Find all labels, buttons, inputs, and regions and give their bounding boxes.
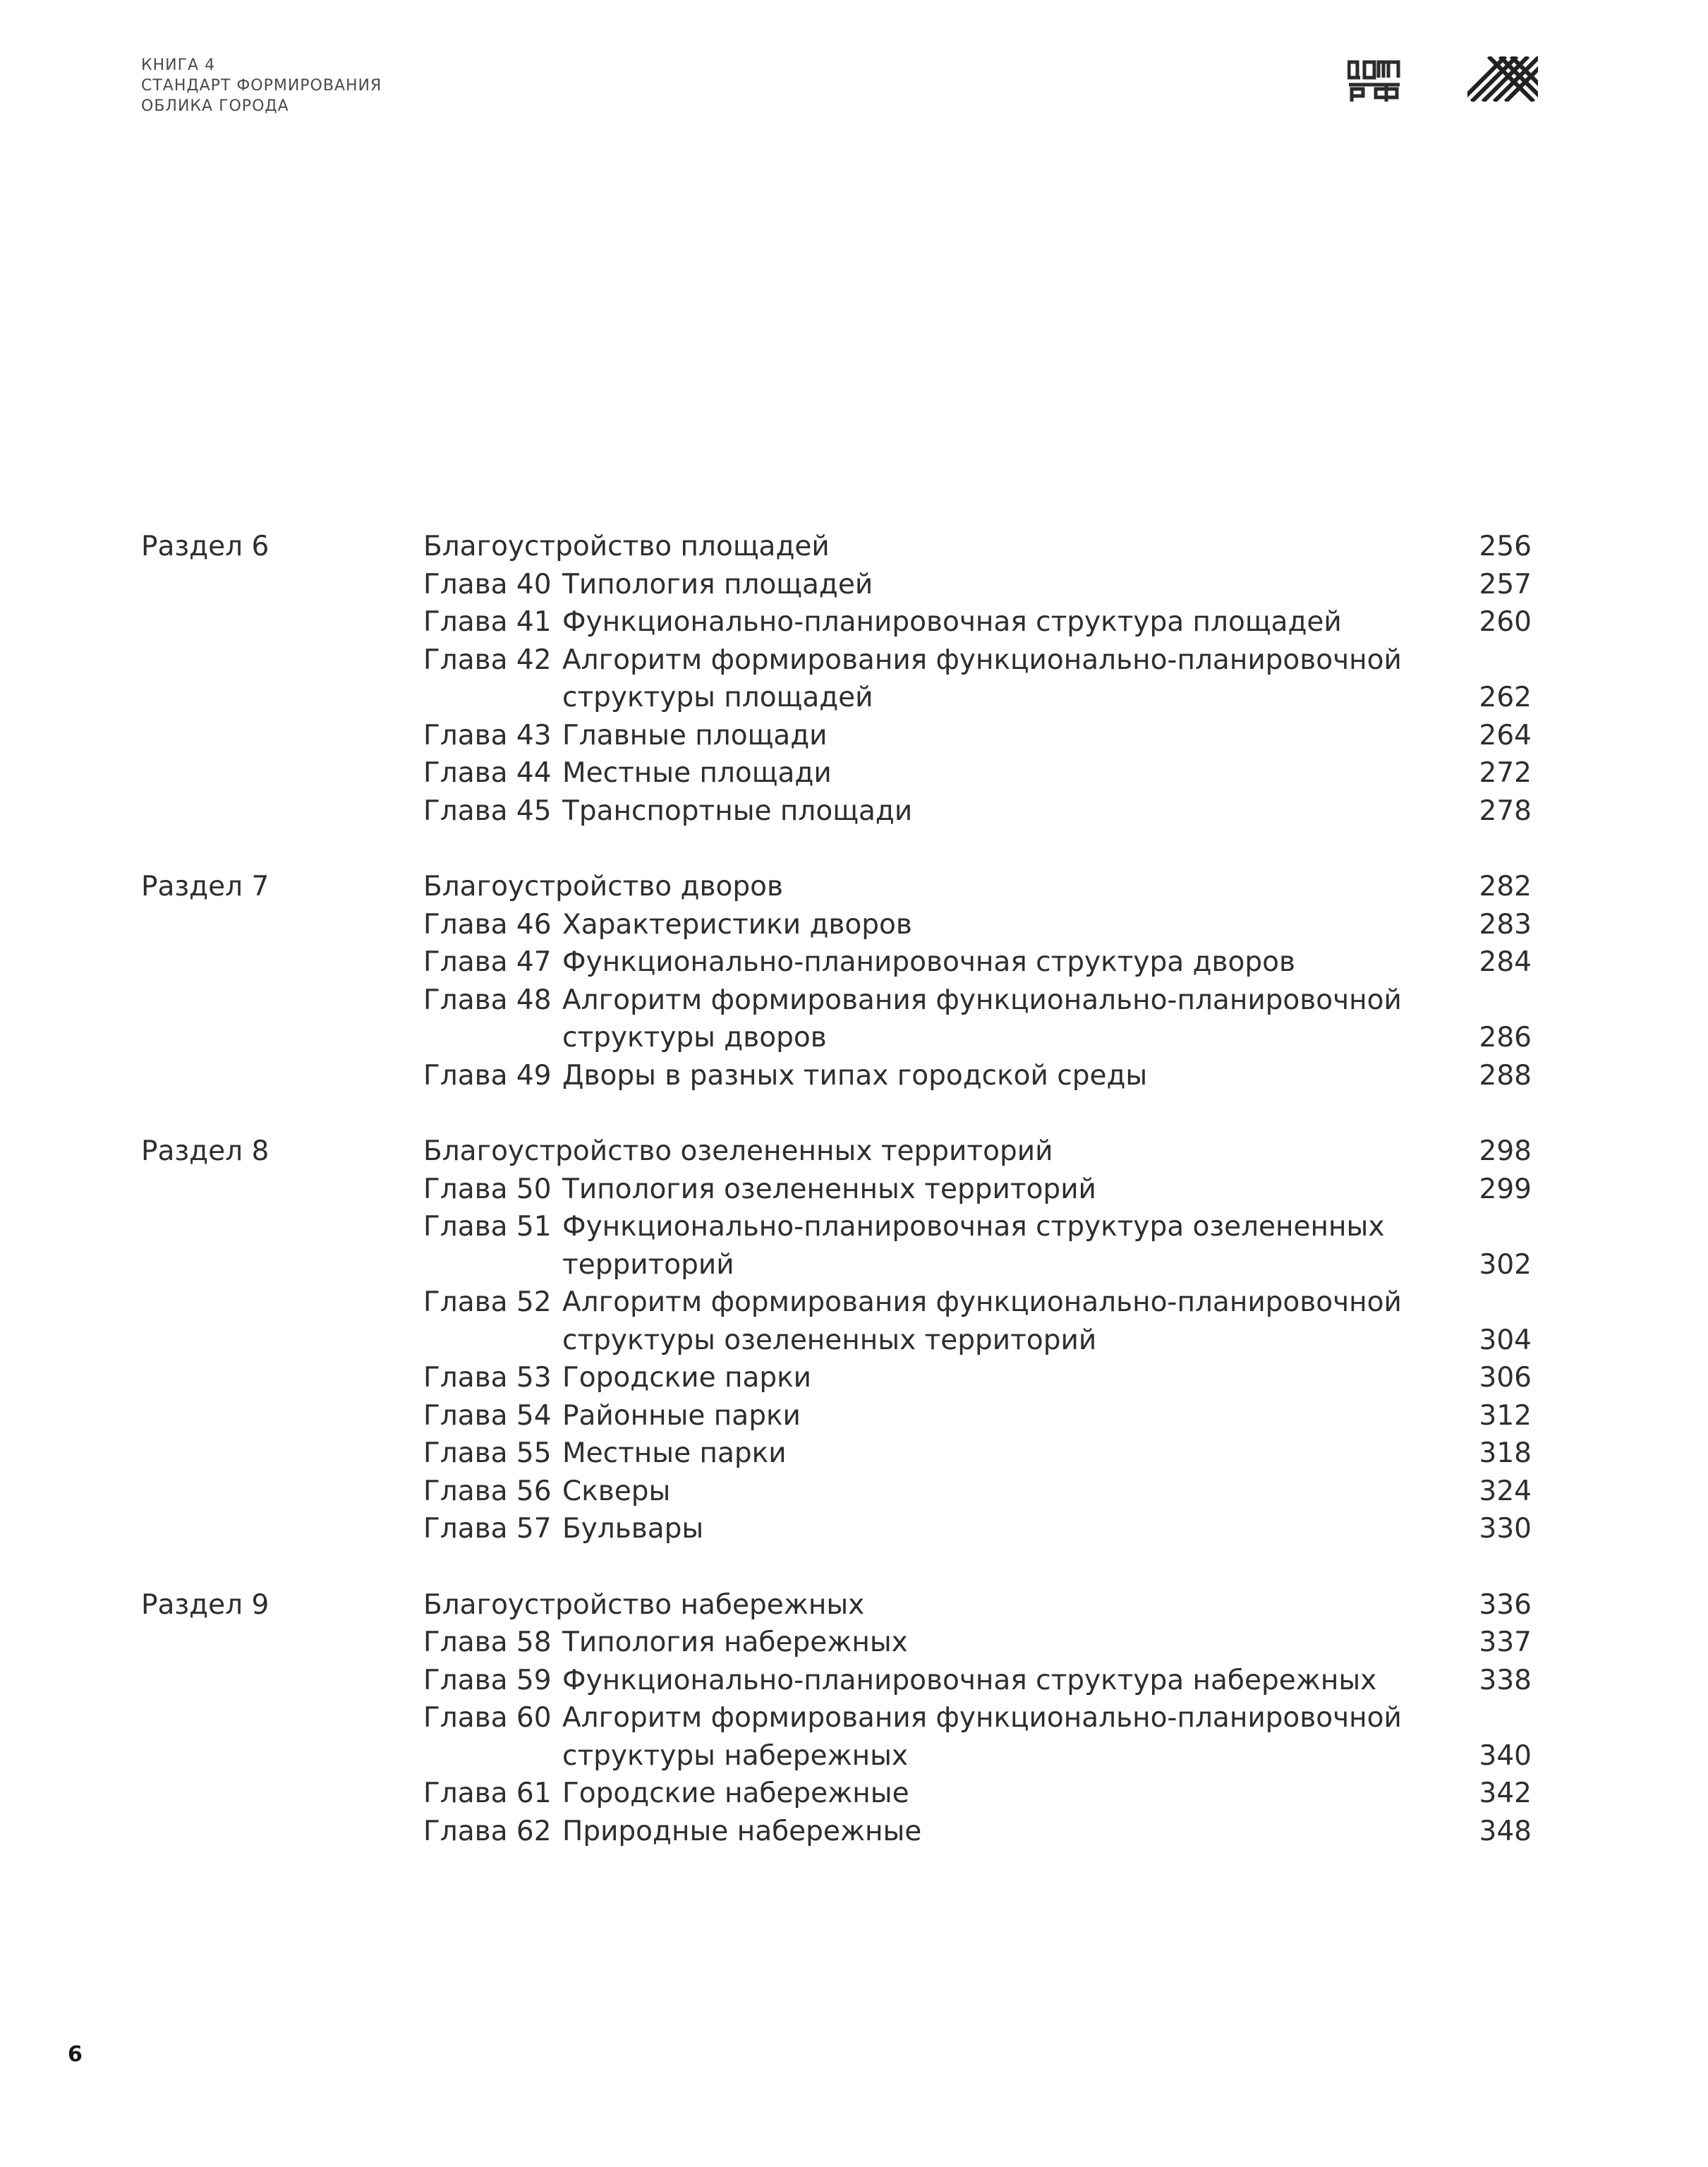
section-title: Благоустройство дворов bbox=[423, 871, 783, 903]
chapter-page-number: 262 bbox=[1479, 682, 1532, 713]
chapter-title: Характеристики дворов bbox=[562, 908, 912, 941]
toc-section-heading[interactable] bbox=[0, 1133, 1708, 1171]
toc-section bbox=[0, 528, 1708, 830]
toc-section bbox=[0, 1586, 1708, 1851]
toc-section bbox=[0, 1133, 1708, 1548]
section-page-number: 336 bbox=[1479, 1588, 1532, 1621]
chapter-number: Глава 41 bbox=[423, 606, 552, 638]
chapter-title: Алгоритм формирования функционально-планировочной bbox=[562, 644, 1402, 676]
chapter-title: Алгоритм формирования функционально-планировочной bbox=[562, 1286, 1402, 1318]
toc-chapter-row[interactable] bbox=[0, 1473, 1708, 1511]
chapter-number: Глава 42 bbox=[423, 644, 552, 676]
toc-chapter-row[interactable] bbox=[0, 1699, 1708, 1737]
chapter-number: Глава 54 bbox=[423, 1399, 552, 1432]
chapter-title: Городские парки bbox=[562, 1362, 812, 1394]
book-header bbox=[141, 55, 382, 116]
header-line-standard: СТАНДАРТ ФОРМИРОВАНИЯ bbox=[141, 77, 382, 95]
chapter-page-number: 302 bbox=[1479, 1248, 1532, 1281]
chapter-page-number: 304 bbox=[1479, 1324, 1532, 1356]
chapter-page-number: 272 bbox=[1479, 757, 1532, 789]
chapter-number: Глава 40 bbox=[423, 568, 552, 600]
chapter-title: Функционально-планировочная структура набережных bbox=[562, 1664, 1377, 1696]
chapter-title: Транспортные площади bbox=[562, 795, 913, 827]
toc-chapter-row[interactable] bbox=[0, 1057, 1708, 1095]
chapter-page-number: 286 bbox=[1479, 1022, 1532, 1054]
chapter-title: Типология набережных bbox=[562, 1626, 908, 1658]
toc-chapter-row[interactable] bbox=[0, 982, 1708, 1020]
chapter-page-number: 338 bbox=[1479, 1664, 1532, 1696]
chapter-page-number: 306 bbox=[1479, 1362, 1532, 1394]
chapter-title: Типология озелененных территорий bbox=[562, 1173, 1096, 1205]
toc-chapter-row[interactable] bbox=[0, 1397, 1708, 1435]
toc-chapter-row[interactable] bbox=[0, 1775, 1708, 1813]
chapter-page-number: 337 bbox=[1479, 1626, 1532, 1658]
chapter-title: Районные парки bbox=[562, 1399, 801, 1432]
section-label: Раздел 7 bbox=[141, 871, 269, 903]
chapter-page-number: 264 bbox=[1479, 719, 1532, 751]
toc-chapter-row[interactable] bbox=[0, 1322, 1708, 1360]
chapter-page-number: 283 bbox=[1479, 908, 1532, 941]
chapter-title: Функционально-планировочная структура дворов bbox=[562, 946, 1295, 978]
section-title: Благоустройство набережных bbox=[423, 1588, 865, 1621]
chapter-number: Глава 59 bbox=[423, 1664, 552, 1696]
page-number: 6 bbox=[68, 2042, 83, 2067]
section-page-number: 298 bbox=[1479, 1135, 1532, 1167]
toc-chapter-row[interactable] bbox=[0, 792, 1708, 831]
toc-chapter-row[interactable] bbox=[0, 1019, 1708, 1057]
chapter-title: Главные площади bbox=[562, 719, 828, 751]
chapter-number: Глава 61 bbox=[423, 1777, 552, 1809]
chapter-page-number: 318 bbox=[1479, 1437, 1532, 1469]
chapter-title: структуры площадей bbox=[562, 682, 873, 713]
chapter-title: Дворы в разных типах городской среды bbox=[562, 1059, 1148, 1092]
toc-chapter-row[interactable] bbox=[0, 603, 1708, 641]
table-of-contents bbox=[0, 528, 1708, 1850]
toc-chapter-row[interactable] bbox=[0, 1359, 1708, 1397]
toc-chapter-row[interactable] bbox=[0, 1737, 1708, 1775]
toc-chapter-row[interactable] bbox=[0, 906, 1708, 944]
toc-chapter-row[interactable] bbox=[0, 1246, 1708, 1284]
dom-rf-logo-icon bbox=[1347, 56, 1401, 103]
chapter-page-number: 340 bbox=[1479, 1739, 1532, 1772]
chapter-page-number: 288 bbox=[1479, 1059, 1532, 1092]
chapter-title: Скверы bbox=[562, 1475, 671, 1507]
toc-section-heading[interactable] bbox=[0, 528, 1708, 566]
chapter-number: Глава 62 bbox=[423, 1815, 552, 1847]
chapter-title: территорий bbox=[562, 1248, 734, 1281]
section-label: Раздел 8 bbox=[141, 1135, 269, 1167]
toc-chapter-row[interactable] bbox=[0, 1662, 1708, 1700]
section-page-number: 256 bbox=[1479, 531, 1532, 562]
chapter-title: структуры дворов bbox=[562, 1022, 827, 1054]
chapter-title: Функционально-планировочная структура площадей bbox=[562, 606, 1342, 638]
chapter-number: Глава 56 bbox=[423, 1475, 552, 1507]
toc-chapter-row[interactable] bbox=[0, 1624, 1708, 1662]
chapter-page-number: 312 bbox=[1479, 1399, 1532, 1432]
section-title: Благоустройство озелененных территорий bbox=[423, 1135, 1053, 1167]
toc-chapter-row[interactable] bbox=[0, 943, 1708, 982]
chapter-page-number: 299 bbox=[1479, 1173, 1532, 1205]
toc-chapter-row[interactable] bbox=[0, 641, 1708, 680]
chapter-title: Алгоритм формирования функционально-планировочной bbox=[562, 1702, 1402, 1734]
chapter-number: Глава 51 bbox=[423, 1211, 552, 1243]
toc-chapter-row[interactable] bbox=[0, 679, 1708, 717]
chapter-title: Городские набережные bbox=[562, 1777, 909, 1809]
chapter-title: структуры набережных bbox=[562, 1739, 908, 1772]
toc-chapter-row[interactable] bbox=[0, 1208, 1708, 1246]
chapter-page-number: 260 bbox=[1479, 606, 1532, 638]
chapter-number: Глава 46 bbox=[423, 908, 552, 941]
toc-chapter-row[interactable] bbox=[0, 566, 1708, 604]
chapter-number: Глава 55 bbox=[423, 1437, 552, 1469]
chapter-number: Глава 53 bbox=[423, 1362, 552, 1394]
header-line-city: ОБЛИКА ГОРОДА bbox=[141, 97, 289, 115]
toc-chapter-row[interactable] bbox=[0, 1435, 1708, 1473]
section-label: Раздел 6 bbox=[141, 531, 269, 562]
toc-section bbox=[0, 868, 1708, 1094]
chapter-number: Глава 43 bbox=[423, 719, 552, 751]
chapter-number: Глава 47 bbox=[423, 946, 552, 978]
toc-chapter-row[interactable] bbox=[0, 1284, 1708, 1322]
chapter-title: структуры озелененных территорий bbox=[562, 1324, 1097, 1356]
chapter-page-number: 324 bbox=[1479, 1475, 1532, 1507]
chapter-number: Глава 44 bbox=[423, 757, 552, 789]
chapter-title: Типология площадей bbox=[562, 568, 873, 600]
chapter-page-number: 330 bbox=[1479, 1513, 1532, 1545]
chapter-number: Глава 52 bbox=[423, 1286, 552, 1318]
chapter-page-number: 278 bbox=[1479, 795, 1532, 827]
toc-chapter-row[interactable] bbox=[0, 1813, 1708, 1851]
section-title: Благоустройство площадей bbox=[423, 531, 830, 562]
toc-chapter-row[interactable] bbox=[0, 717, 1708, 755]
chapter-number: Глава 60 bbox=[423, 1702, 552, 1734]
toc-chapter-row[interactable] bbox=[0, 754, 1708, 792]
chapter-title: Бульвары bbox=[562, 1513, 704, 1545]
chapter-title: Местные парки bbox=[562, 1437, 787, 1469]
chapter-number: Глава 57 bbox=[423, 1513, 552, 1545]
section-page-number: 282 bbox=[1479, 871, 1532, 903]
hatched-pattern-logo-icon bbox=[1467, 56, 1538, 102]
chapter-title: Функционально-планировочная структура озелененных bbox=[562, 1211, 1385, 1243]
chapter-number: Глава 49 bbox=[423, 1059, 552, 1092]
chapter-number: Глава 45 bbox=[423, 795, 552, 827]
header-line-book: КНИГА 4 bbox=[141, 56, 216, 74]
chapter-title: Природные набережные bbox=[562, 1815, 922, 1847]
chapter-page-number: 284 bbox=[1479, 946, 1532, 978]
chapter-number: Глава 50 bbox=[423, 1173, 552, 1205]
chapter-title: Алгоритм формирования функционально-планировочной bbox=[562, 984, 1402, 1016]
chapter-number: Глава 58 bbox=[423, 1626, 552, 1658]
chapter-number: Глава 48 bbox=[423, 984, 552, 1016]
chapter-page-number: 342 bbox=[1479, 1777, 1532, 1809]
chapter-title: Местные площади bbox=[562, 757, 832, 789]
toc-section-heading[interactable] bbox=[0, 868, 1708, 906]
toc-section-heading[interactable] bbox=[0, 1586, 1708, 1624]
toc-chapter-row[interactable] bbox=[0, 1510, 1708, 1548]
chapter-page-number: 257 bbox=[1479, 568, 1532, 600]
chapter-page-number: 348 bbox=[1479, 1815, 1532, 1847]
toc-chapter-row[interactable] bbox=[0, 1171, 1708, 1209]
section-label: Раздел 9 bbox=[141, 1588, 269, 1621]
